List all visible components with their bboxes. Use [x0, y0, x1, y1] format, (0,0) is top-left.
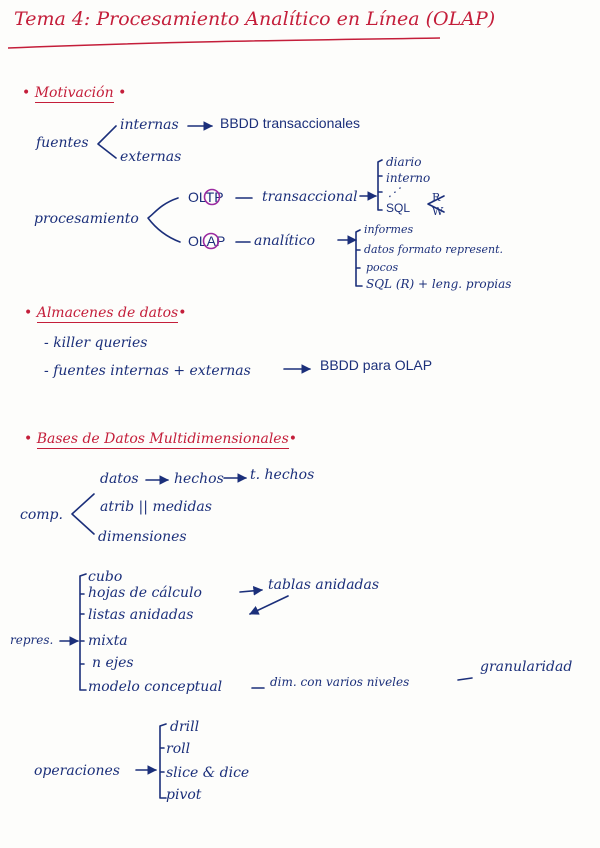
almacenes-heading: Almacenes de datos [36, 305, 179, 321]
repres-listas: listas anidadas [88, 607, 194, 623]
arrow-tablas-listas [250, 596, 288, 614]
bases-heading: Bases de Datos Multidimensionales [36, 431, 289, 447]
hechos-label: hechos [174, 471, 224, 487]
transaccional-label: transaccional [262, 189, 358, 205]
fuentes-internas-externas: fuentes internas + externas [53, 363, 251, 379]
oltp-label: OLTP [188, 189, 224, 205]
anal-list-bracket [356, 230, 362, 286]
trans-item-sql: SQL [386, 201, 411, 215]
granularidad-label: granularidad [480, 659, 573, 675]
olap-circle [204, 234, 219, 249]
rw-r: R [432, 191, 441, 204]
internas-label: internas [120, 117, 179, 133]
comp-bracket [72, 494, 94, 534]
operaciones-label: operaciones [34, 763, 120, 779]
motivacion-heading: Motivación [34, 85, 114, 101]
procesamiento-label: procesamiento [34, 211, 139, 227]
trans-item-diario: diario [386, 155, 422, 169]
anal-item-informes: informes [364, 223, 414, 236]
bbdd-transaccionales-label: BBDD transaccionales [220, 115, 361, 131]
dimensiones-label: dimensiones [98, 529, 187, 545]
rw-bracket [428, 196, 444, 212]
anal-item-sql: SQL (R) + leng. propias [366, 277, 512, 291]
repres-n-ejes: n ejes [92, 655, 134, 671]
fuentes-bracket [98, 126, 116, 158]
trans-item-dots: ⋰ [388, 185, 400, 199]
anal-item-pocos: pocos [366, 261, 399, 274]
arrow-hojas-tablas [240, 590, 262, 592]
repres-cubo: cubo [88, 569, 123, 585]
olap-label: OLAP [188, 233, 226, 249]
dash-dim-gran [458, 678, 472, 680]
trans-item-interno: interno [386, 171, 431, 185]
procesamiento-bracket [148, 198, 180, 242]
killer-queries: killer queries [53, 335, 148, 351]
section-motivacion: • Motivación • [22, 85, 127, 101]
repres-tablas: tablas anidadas [268, 577, 380, 593]
repres-modelo: modelo conceptual [88, 679, 223, 695]
op-pivot: pivot [166, 787, 202, 803]
externas-label: externas [120, 149, 182, 165]
page-title: Tema 4: Procesamiento Analítico en Línea (OLAP) [14, 8, 496, 30]
operaciones-bracket [160, 724, 166, 798]
almacenes-item-1: - killer queries [44, 335, 148, 351]
t-hechos-label: t. hechos [250, 467, 315, 483]
analitico-label: analítico [254, 233, 316, 249]
repres-hojas: hojas de cálculo [88, 585, 202, 601]
datos-label: datos [100, 471, 139, 487]
oltp-circle [205, 190, 220, 205]
section-almacenes: • Almacenes de datos• [24, 305, 187, 321]
op-slice-dice: slice & dice [166, 765, 250, 781]
repres-label: repres. [10, 633, 54, 647]
dim-niveles-label: dim. con varios niveles [270, 675, 410, 689]
comp-label: comp. [20, 507, 63, 523]
bbdd-para-olap: BBDD para OLAP [320, 357, 433, 373]
repres-bracket [80, 574, 86, 690]
op-roll: roll [166, 741, 191, 757]
trans-list-bracket [378, 160, 382, 210]
fuentes-label: fuentes [36, 135, 89, 151]
op-drill: drill [170, 719, 200, 735]
atrib-medidas-label: atrib || medidas [100, 499, 212, 515]
anal-item-datos: datos formato represent. [364, 243, 503, 256]
section-bases: • Bases de Datos Multidimensionales• [24, 431, 298, 447]
almacenes-item-2: - fuentes internas + externas [44, 363, 251, 379]
rw-w: W [432, 205, 444, 218]
repres-mixta: mixta [88, 633, 128, 649]
